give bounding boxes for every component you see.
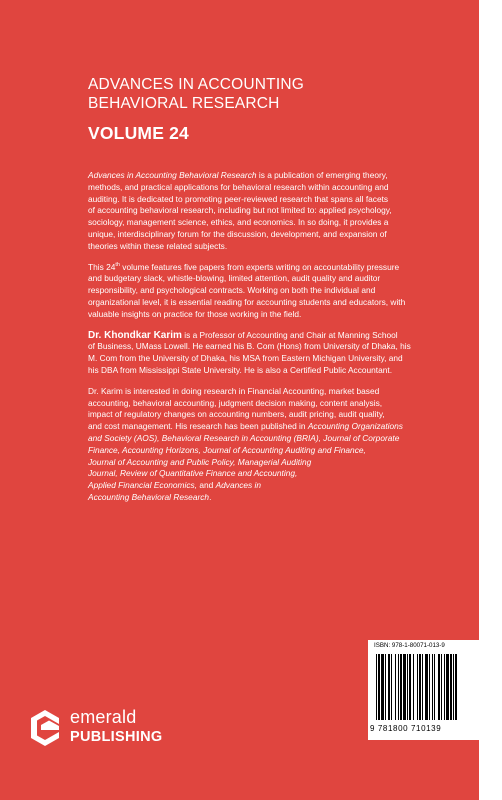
journal-list: Finance, Accounting Horizons, Journal of Accounting Auditing and Finance, — [88, 444, 366, 455]
volume-line: and budgetary slack, whistle-blowing, limited attention, audit quality and auditor — [88, 273, 381, 284]
journal-list: Accounting Organizations — [307, 421, 403, 432]
volume-label: VOLUME 24 — [88, 123, 189, 143]
barcode-panel — [368, 640, 479, 740]
research-line — [88, 445, 466, 457]
author-name: Dr. Khondkar Karim — [88, 329, 182, 341]
ordinal-suffix: th — [115, 261, 120, 268]
intro-line: methods, and practical applications for behavioral research within accounting and — [88, 181, 389, 192]
volume-line: valuable insights on practice for those working in the field. — [88, 308, 302, 319]
intro-line: of accounting behavioral research, including but not limited to: applied psychology, — [88, 205, 392, 216]
bio-line — [88, 330, 466, 342]
blurb — [88, 170, 466, 513]
research-line — [88, 468, 466, 480]
journal-list: Journal of Accounting and Public Policy, Managerial Auditing — [88, 456, 312, 467]
journal-list: Applied Financial Economics, — [88, 480, 200, 491]
journal-list: and Society (AOS), Behavioral Research in Accounting (BRIA), Journal of Corporate — [88, 432, 400, 443]
research-text: and cost management. His research has been published in — [88, 421, 308, 432]
research-text: . — [209, 491, 212, 502]
bio-line: his DBA from Mississippi State University. He is also a Certified Public Accountant. — [88, 364, 393, 375]
research-line — [88, 492, 466, 504]
series-title-line-2: BEHAVIORAL RESEARCH — [88, 95, 280, 112]
research-line: impact of regulatory changes on accounting numbers, audit pricing, audit quality, — [88, 409, 385, 420]
bio-line: of Business, UMass Lowell. He earned his B. Com (Hons) from University of Dhaka, his — [88, 341, 411, 352]
publisher-name: emerald — [70, 707, 137, 727]
volume-line-text: volume features five papers from experts writing on accountability pressure — [119, 261, 400, 272]
emerald-logo-icon — [28, 706, 62, 750]
volume-line: organizational level, it is essential reading for accounting students and educators, with — [88, 296, 406, 307]
bio-line-text: is a Professor of Accounting and Chair at Manning School — [181, 329, 398, 340]
spine-edge — [479, 0, 502, 800]
intro-line-text: is a publication of emerging theory, — [256, 170, 388, 180]
bio-line: M. Com from the University of Dhaka, his MSA from Eastern Michigan University, and — [88, 353, 403, 364]
research-line — [88, 421, 466, 433]
research-line: accounting, behavioral accounting, judgment decision making, content analysis, — [88, 397, 383, 408]
isbn-label: ISBN: 978-1-80071-013-9 — [374, 642, 445, 649]
research-paragraph — [88, 386, 466, 504]
series-title-italic: Advances in Accounting Behavioral Research — [88, 170, 257, 180]
series-title — [88, 75, 448, 113]
research-text: and — [199, 480, 216, 491]
intro-line: auditing. It is dedicated to promoting peer-reviewed research that spans all facets — [88, 193, 389, 204]
volume-paragraph — [88, 262, 466, 321]
publisher-logo — [28, 706, 208, 750]
barcode-digits: 9 781800 710139 — [370, 724, 442, 733]
journal-list: Accounting Behavioral Research — [88, 491, 210, 502]
intro-paragraph — [88, 170, 466, 253]
research-line — [88, 457, 466, 469]
intro-line: unique, interdisciplinary forum for the discussion, development, and expansion of — [88, 228, 387, 239]
journal-list: Advances in — [215, 480, 262, 491]
volume-line: responsibility, and psychological contracts. Working on both the individual and — [88, 285, 376, 296]
research-line — [88, 433, 466, 445]
publisher-subname: PUBLISHING — [70, 729, 163, 745]
volume-line — [88, 262, 466, 274]
volume-number-text: This 24 — [88, 261, 116, 272]
barcode-icon — [376, 654, 472, 720]
journal-list: Journal, Review of Quantitative Finance and Accounting, — [88, 468, 298, 479]
research-line: Dr. Karim is interested in doing research in Financial Accounting, market based — [88, 385, 380, 396]
intro-line — [88, 170, 466, 182]
intro-line: theories within these related subjects. — [88, 240, 228, 251]
intro-line: sociology, management science, ethics, and economics. In so doing, it provides a — [88, 217, 389, 228]
series-title-line-1: ADVANCES IN ACCOUNTING — [88, 76, 304, 93]
author-bio-paragraph — [88, 330, 466, 377]
research-line — [88, 480, 466, 492]
